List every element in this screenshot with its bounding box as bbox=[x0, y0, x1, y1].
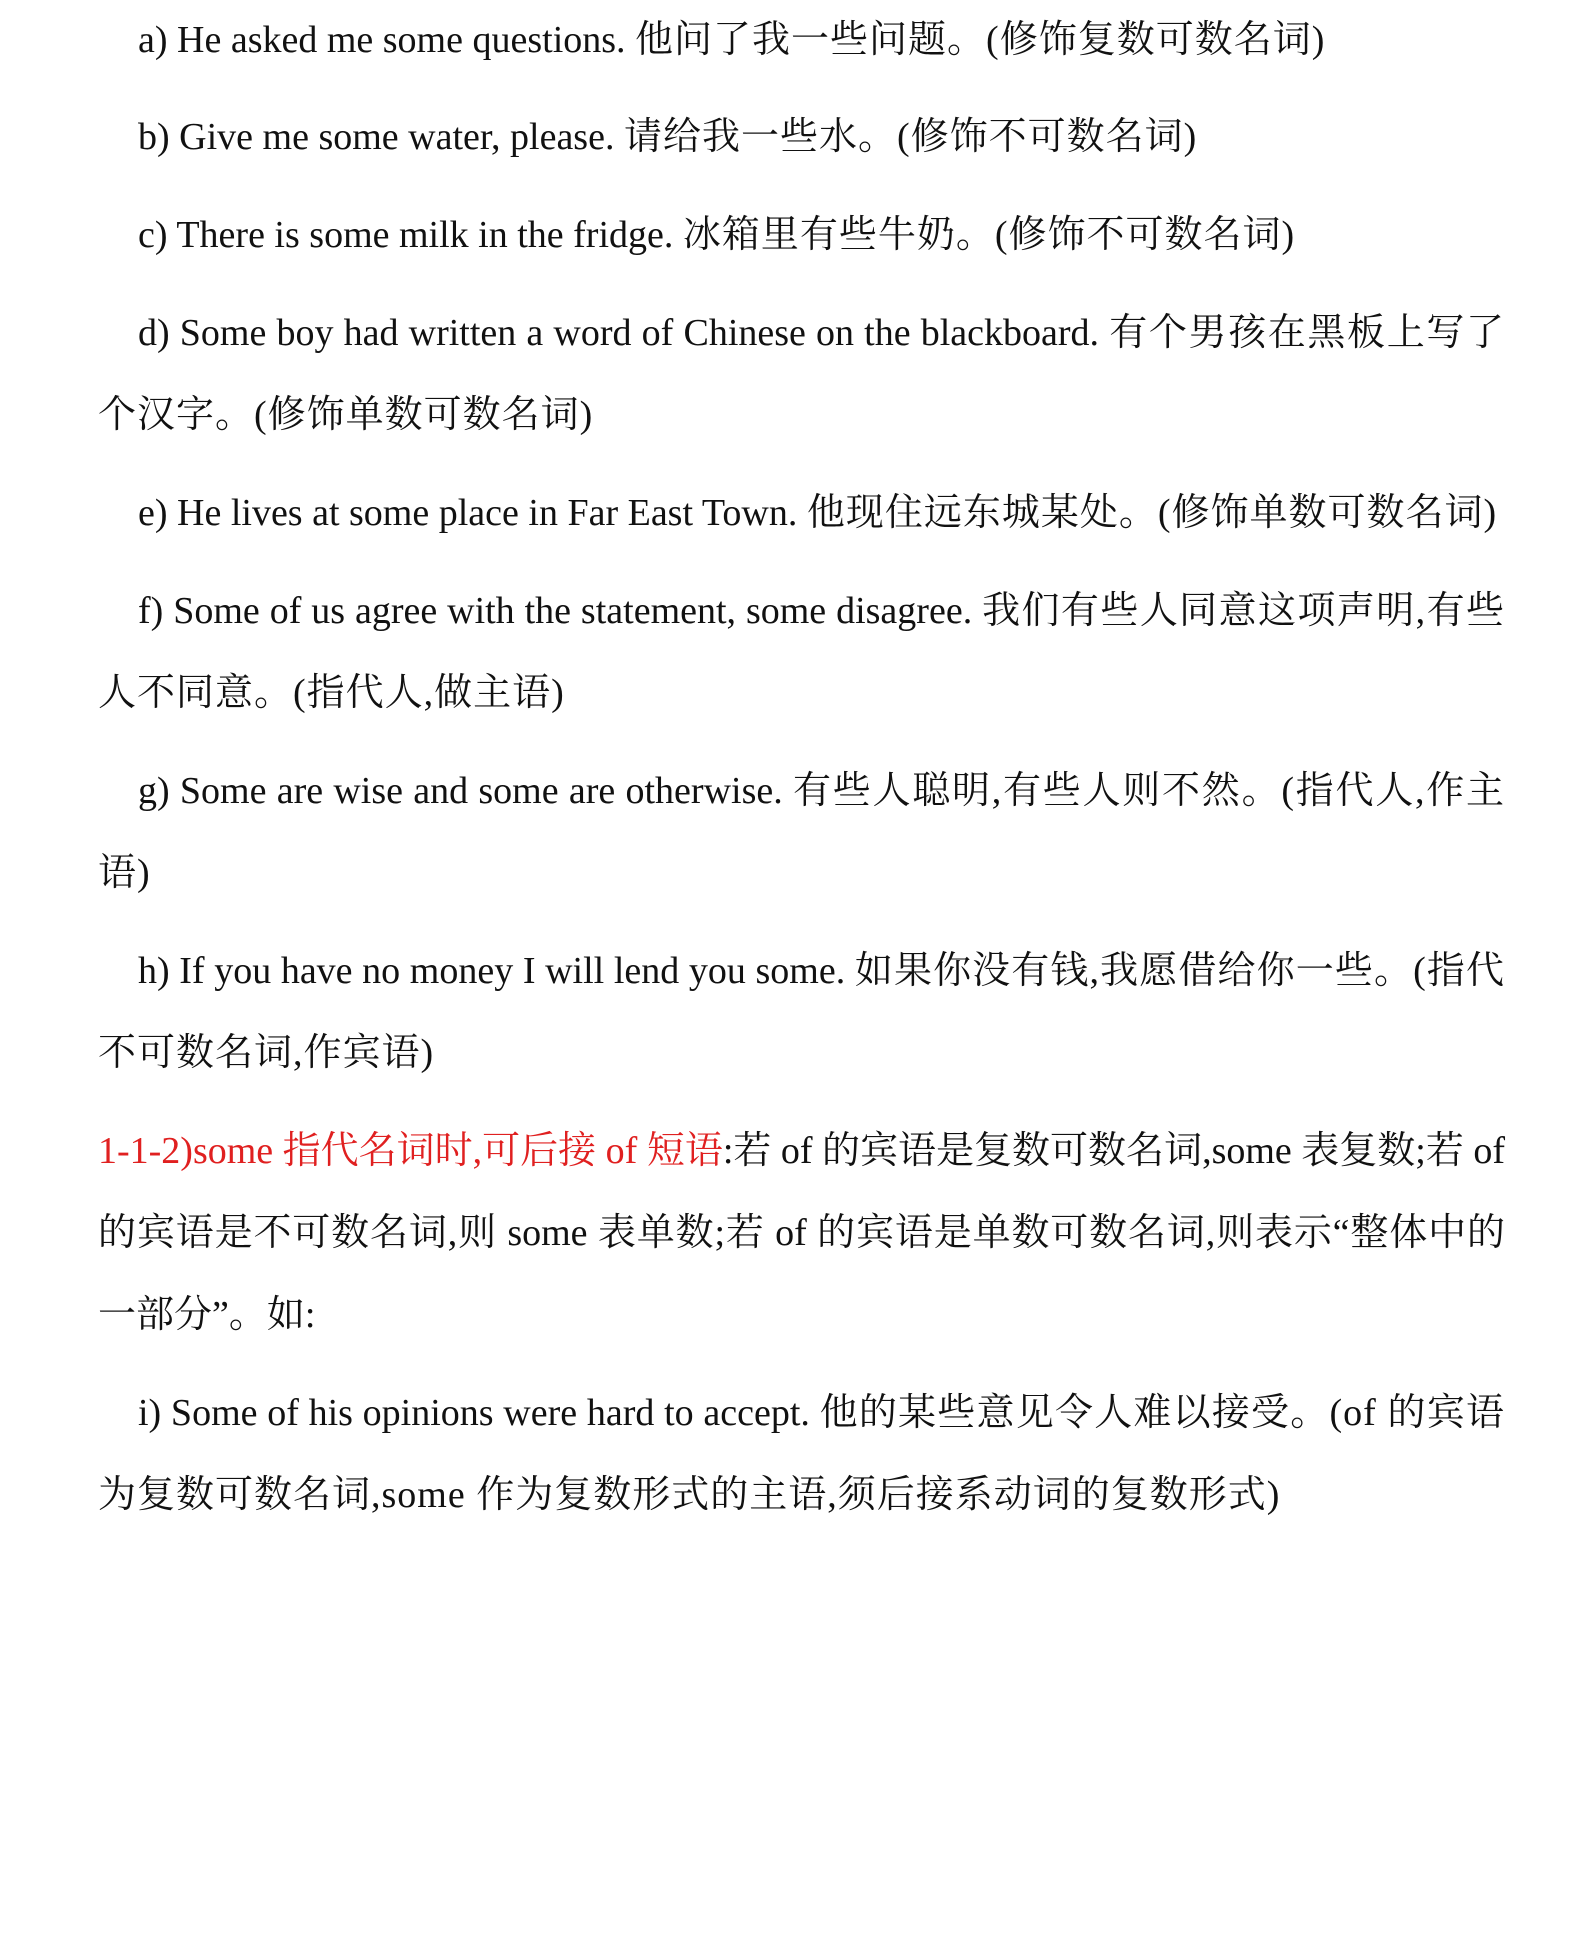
example-i-note: (of 的宾语为复数可数名词,some 作为复数形式的主语,须后接系动词的复数形式) bbox=[98, 1392, 1505, 1516]
example-h-chinese: 如果你没有钱,我愿借给你一些。(指代不可数名词,作宾语) bbox=[98, 950, 1505, 1074]
example-b-english: b) Give me some water, please. bbox=[138, 116, 624, 158]
example-g-english: g) Some are wise and some are otherwise. bbox=[138, 770, 793, 812]
rule-paragraph bbox=[98, 1110, 1505, 1356]
example-f-english: f) Some of us agree with the statement, some disagree. bbox=[138, 590, 983, 632]
example-i-chinese: 他的某些意见令人难以接受。 bbox=[819, 1392, 1330, 1434]
rule-heading: 1-1-2)some 指代名词时,可后接 of 短语 bbox=[98, 1130, 723, 1172]
example-a-english: a) He asked me some questions. bbox=[138, 19, 636, 61]
example-f-chinese: 我们有些人同意这项声明,有些人不同意。(指代人,做主语) bbox=[98, 590, 1505, 714]
example-h bbox=[98, 930, 1505, 1094]
example-c-english: c) There is some milk in the fridge. bbox=[138, 214, 683, 256]
example-c bbox=[98, 194, 1505, 276]
example-i-english: i) Some of his opinions were hard to accept. bbox=[138, 1392, 820, 1434]
example-e-chinese: 他现住远东城某处。(修饰单数可数名词) bbox=[806, 492, 1498, 534]
example-i bbox=[98, 1372, 1505, 1536]
example-a bbox=[98, 0, 1505, 80]
example-c-chinese: 冰箱里有些牛奶。(修饰不可数名词) bbox=[682, 214, 1296, 256]
example-g bbox=[98, 750, 1505, 914]
example-f bbox=[98, 570, 1505, 734]
example-d-chinese: 有个男孩在黑板上写了个汉字。(修饰单数可数名词) bbox=[98, 312, 1505, 436]
example-e bbox=[98, 472, 1505, 554]
example-g-chinese: 有些人聪明,有些人则不然。(指代人,作主语) bbox=[98, 770, 1506, 894]
example-d-english: d) Some boy had written a word of Chinese on the blackboard. bbox=[138, 312, 1110, 354]
example-e-english: e) He lives at some place in Far East Town. bbox=[138, 492, 807, 534]
example-h-english: h) If you have no money I will lend you some. bbox=[138, 950, 855, 992]
example-b-chinese: 请给我一些水。(修饰不可数名词) bbox=[623, 116, 1198, 158]
example-b bbox=[98, 96, 1505, 178]
example-a-chinese: 他问了我一些问题。(修饰复数可数名词) bbox=[635, 19, 1326, 61]
example-d bbox=[98, 292, 1505, 456]
rule-body: :若 of 的宾语是复数可数名词,some 表复数;若 of 的宾语是不可数名词,则 some 表单数;若 of 的宾语是单数可数名词,则表示“整体中的一部分”。如: bbox=[98, 1130, 1505, 1336]
